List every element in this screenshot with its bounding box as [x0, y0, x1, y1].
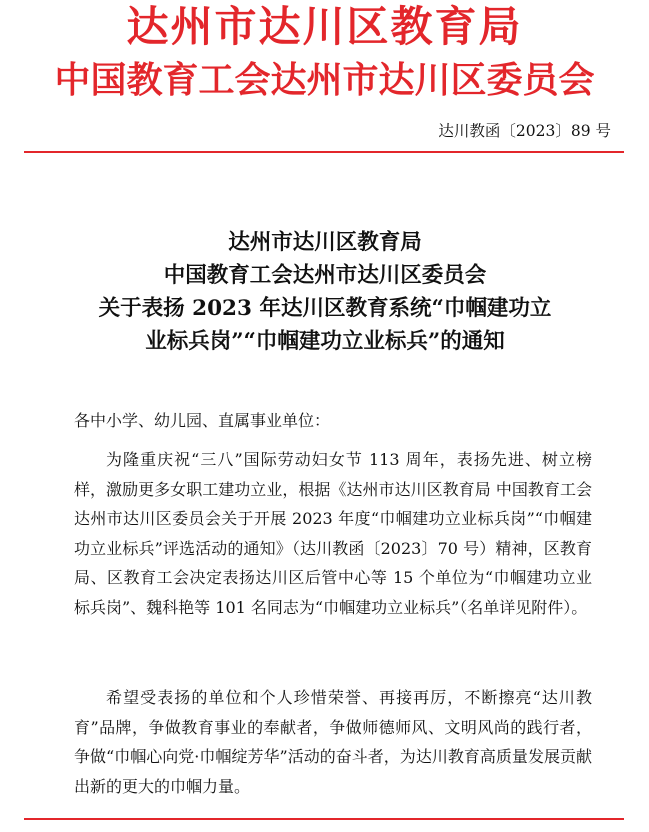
document-number: 达川教函〔2023〕89 号 — [438, 122, 611, 140]
footer-red-divider — [24, 818, 624, 820]
title-line-4: 业标兵岗”“巾帼建功立业标兵”的通知 — [145, 329, 505, 354]
issuing-org-name-1: 达州市达川区教育局 — [126, 2, 523, 51]
title-line-2: 中国教育工会达州市达川区委员会 — [163, 263, 487, 288]
title-line-3: 关于表扬 2023 年达川区教育系统“巾帼建功立 — [98, 296, 552, 321]
issuing-org-name-2: 中国教育工会达州市达川区委员会 — [54, 59, 595, 101]
title-line-1: 达州市达川区教育局 — [228, 230, 422, 255]
document-title — [60, 226, 590, 358]
header-red-divider — [24, 151, 624, 153]
body-paragraph-1: 为隆重庆祝“三八”国际劳动妇女节 113 周年，表扬先进、树立榜样，激励更多女职工建功立业，根据《达州市达川区教育局 中国教育工会达州市达川区委员会关于开展 2023 年度“巾帼建功立业标兵岗”“巾帼建功立业标兵”评选活动的通知》（达川教函〔2023〕70 号）精神，区教育局、区教育工会决定表扬达川区后管中心等 15 个单位为“巾帼建功立业标兵岗”、魏科艳等 101 名同志为“巾帼建功立业标兵”（名单详见附件）。 — [74, 450, 592, 617]
body-paragraph-2: 希望受表扬的单位和个人珍惜荣誉、再接再厉，不断擦亮“达川教育”品牌，争做教育事业的奉献者，争做师德师风、文明风尚的践行者，争做“巾帼心向党·巾帼绽芳华”活动的奋斗者，为达川教育高质量发展贡献出新的更大的巾帼力量。 — [74, 688, 592, 796]
salutation: 各中小学、幼儿园、直属事业单位： — [74, 411, 331, 430]
